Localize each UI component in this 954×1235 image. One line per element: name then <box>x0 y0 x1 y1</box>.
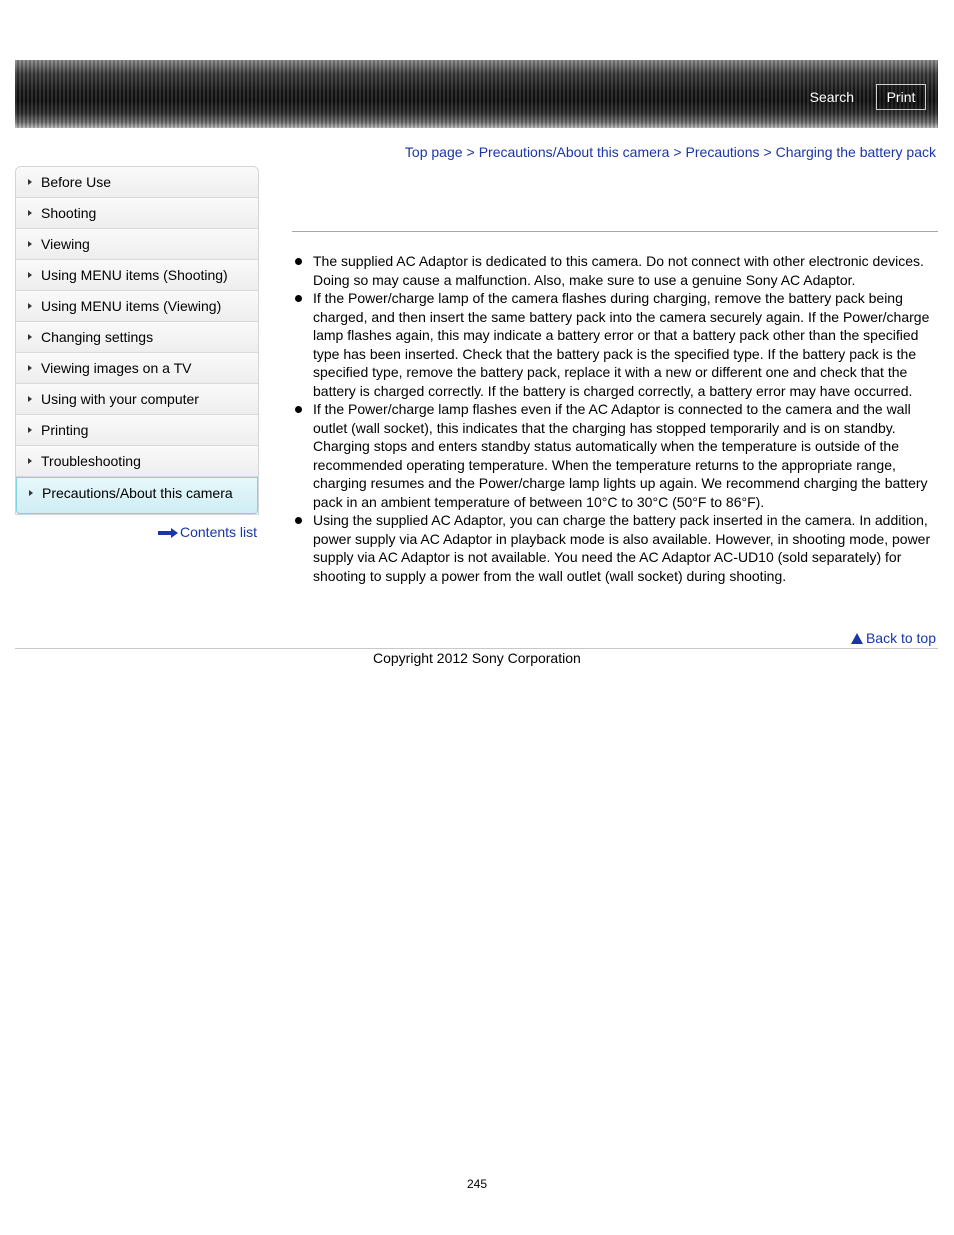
sidebar-item-label: Precautions/About this camera <box>42 485 233 501</box>
sidebar-item-label: Viewing <box>41 236 90 252</box>
list-item-text: If the Power/charge lamp flashes even if the AC Adaptor is connected to the camera and the wall outlet (wall socket), this indicates that the charging has stopped temporarily and is on standby. Charging stops and enters standby status automatically when the temperature is outside of the recommended operating temperature. When the temperature returns to the appropriate range, charging resumes and the Power/charge lamp lights up again. We recommend charging the battery pack in an ambient temperature of between 10°C to 30°C (50°F to 86°F). <box>313 401 928 510</box>
list-item <box>292 289 932 400</box>
list-item <box>292 511 932 585</box>
bullet-icon <box>295 295 302 302</box>
back-to-top-label: Back to top <box>865 630 936 646</box>
triangle-up-icon <box>851 633 863 644</box>
search-link[interactable]: Search <box>809 89 854 105</box>
sidebar-nav <box>15 166 259 515</box>
triangle-right-icon <box>28 179 32 185</box>
content-bullet-list <box>292 252 932 585</box>
title-divider <box>292 231 938 232</box>
footer-divider <box>15 648 938 649</box>
sidebar-item-label: Troubleshooting <box>41 453 141 469</box>
arrow-right-icon <box>158 528 178 538</box>
triangle-right-icon <box>28 458 32 464</box>
triangle-right-icon <box>28 365 32 371</box>
triangle-right-icon <box>28 241 32 247</box>
sidebar-item-viewing-on-tv[interactable] <box>16 353 258 384</box>
breadcrumb <box>405 144 936 160</box>
sidebar-item-viewing[interactable] <box>16 229 258 260</box>
breadcrumb-precautions[interactable]: Precautions <box>685 144 760 160</box>
sidebar-item-precautions-about[interactable] <box>16 477 258 514</box>
triangle-right-icon <box>28 334 32 340</box>
sidebar-item-label: Before Use <box>41 174 112 190</box>
page-number: 245 <box>466 1177 488 1191</box>
breadcrumb-precautions-about[interactable]: Precautions/About this camera <box>478 144 670 160</box>
sidebar-item-troubleshooting[interactable] <box>16 446 258 477</box>
breadcrumb-separator: > <box>763 144 772 160</box>
triangle-right-icon <box>28 210 32 216</box>
contents-list-link[interactable] <box>158 524 257 540</box>
sidebar-item-shooting[interactable] <box>16 198 258 229</box>
list-item-text: If the Power/charge lamp of the camera flashes during charging, remove the battery pack being charged, and then insert the same battery pack into the camera securely again. If the Power/charge lamp flashes again, this may indicate a battery error or that a battery pack other than the specified type has been inserted. Check that the battery pack is the specified type. If the battery pack is the specified type, remove the battery pack, replace it with a new or different one and check that the battery is charged correctly. If the battery is charged correctly, a battery error may have occurred. <box>313 290 930 399</box>
triangle-right-icon <box>28 303 32 309</box>
triangle-right-icon <box>29 490 33 496</box>
sidebar-item-menu-viewing[interactable] <box>16 291 258 322</box>
contents-list-label: Contents list <box>180 524 258 540</box>
bullet-icon <box>295 406 302 413</box>
sidebar-item-label: Using with your computer <box>41 391 199 407</box>
print-button[interactable]: Print <box>876 84 926 110</box>
triangle-right-icon <box>28 272 32 278</box>
breadcrumb-separator: > <box>466 144 475 160</box>
header-bar <box>15 60 938 128</box>
sidebar-item-label: Using MENU items (Viewing) <box>41 298 222 314</box>
list-item-text: Using the supplied AC Adaptor, you can charge the battery pack inserted in the camera. In addition, power supply via AC Adaptor in playback mode is also available. However, in shooting mode, power supply via AC Adaptor is not available. You need the AC Adaptor AC-UD10 (sold separately) for shooting to supply a power from the wall outlet (wall socket) during shooting. <box>313 512 931 584</box>
bullet-icon <box>295 258 302 265</box>
sidebar-item-label: Shooting <box>41 205 97 221</box>
back-to-top-link[interactable] <box>851 630 936 646</box>
breadcrumb-separator: > <box>673 144 682 160</box>
sidebar-item-label: Using MENU items (Shooting) <box>41 267 228 283</box>
sidebar-item-printing[interactable] <box>16 415 258 446</box>
sidebar-item-menu-shooting[interactable] <box>16 260 258 291</box>
triangle-right-icon <box>28 427 32 433</box>
sidebar-item-using-computer[interactable] <box>16 384 258 415</box>
bullet-icon <box>295 517 302 524</box>
sidebar-item-label: Printing <box>41 422 89 438</box>
copyright-text: Copyright 2012 Sony Corporation <box>373 650 581 666</box>
list-item-text: The supplied AC Adaptor is dedicated to this camera. Do not connect with other electronic devices. Doing so may cause a malfunction. Also, make sure to use a genuine Sony AC Adaptor. <box>313 253 924 288</box>
triangle-right-icon <box>28 396 32 402</box>
sidebar-item-label: Viewing images on a TV <box>41 360 192 376</box>
list-item <box>292 400 932 511</box>
sidebar-item-label: Changing settings <box>41 329 154 345</box>
breadcrumb-current-page[interactable]: Charging the battery pack <box>775 144 936 160</box>
sidebar-item-changing-settings[interactable] <box>16 322 258 353</box>
sidebar-item-before-use[interactable] <box>16 167 258 198</box>
breadcrumb-top-page[interactable]: Top page <box>404 144 463 160</box>
list-item <box>292 252 932 289</box>
